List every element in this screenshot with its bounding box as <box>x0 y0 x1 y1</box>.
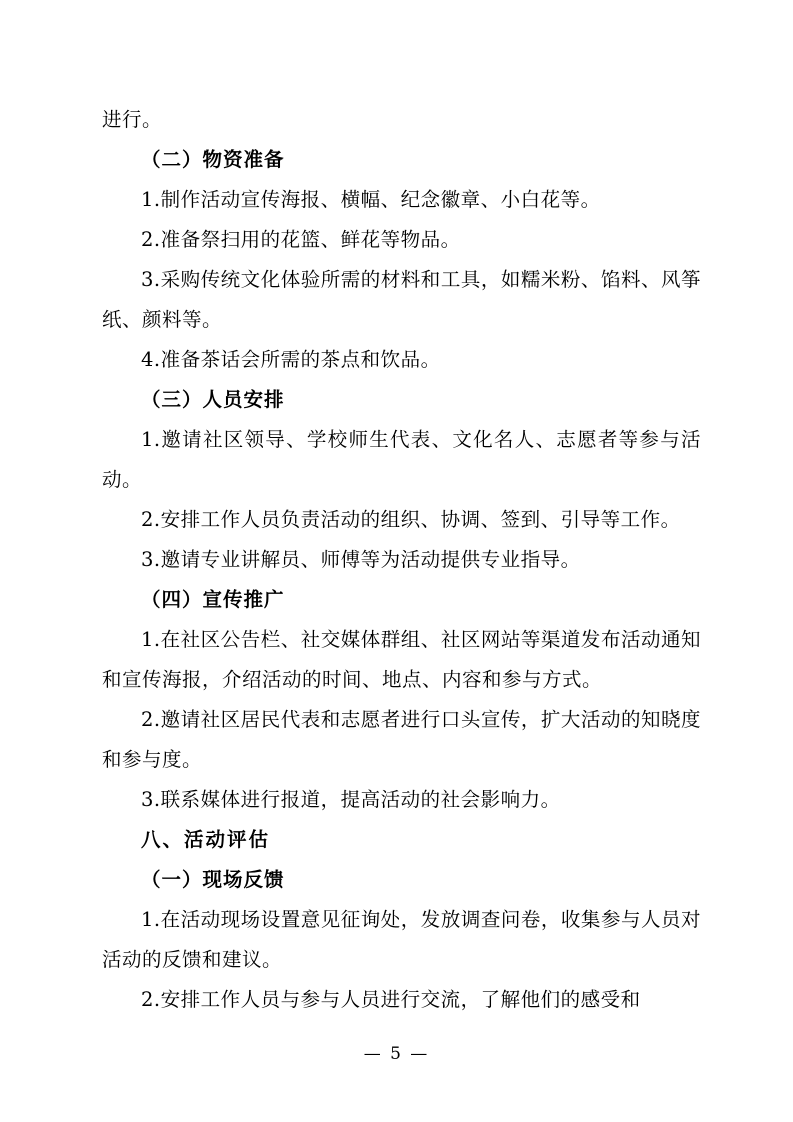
list-item: 1.邀请社区领导、学校师生代表、文化名人、志愿者等参与活动。 <box>102 428 701 491</box>
document-body <box>102 100 701 1020</box>
list-item: 1.在活动现场设置意见征询处，发放调查问卷，收集参与人员对活动的反馈和建议。 <box>102 908 701 971</box>
list-item: 2.安排工作人员负责活动的组织、协调、签到、引导等工作。 <box>141 508 681 531</box>
list-item: 1.在社区公告栏、社交媒体群组、社区网站等渠道发布活动通知和宣传海报，介绍活动的时间、地点、内容和参与方式。 <box>102 628 701 691</box>
list-item: 3.采购传统文化体验所需的材料和工具，如糯米粉、馅料、风筝纸、颜料等。 <box>102 268 701 331</box>
paragraph-continuation: 进行。 <box>102 108 163 131</box>
list-item: 3.联系媒体进行报道，提高活动的社会影响力。 <box>141 788 561 811</box>
section-heading-material-preparation: （二）物资准备 <box>141 148 285 171</box>
list-item: 2.安排工作人员与参与人员进行交流，了解他们的感受和 <box>141 988 641 1011</box>
page-number: — 5 — <box>363 1044 430 1064</box>
section-heading-promotion: （四）宣传推广 <box>141 588 285 611</box>
list-item: 4.准备茶话会所需的茶点和饮品。 <box>141 348 441 371</box>
list-item: 3.邀请专业讲解员、师傅等为活动提供专业指导。 <box>141 548 581 571</box>
section-heading-activity-evaluation: 八、活动评估 <box>141 828 271 851</box>
list-item: 2.邀请社区居民代表和志愿者进行口头宣传，扩大活动的知晓度和参与度。 <box>102 708 701 771</box>
section-heading-onsite-feedback: （一）现场反馈 <box>141 868 285 891</box>
section-heading-staff-arrangement: （三）人员安排 <box>141 388 285 411</box>
list-item: 1.制作活动宣传海报、横幅、纪念徽章、小白花等。 <box>141 188 601 211</box>
list-item: 2.准备祭扫用的花篮、鲜花等物品。 <box>141 228 461 251</box>
